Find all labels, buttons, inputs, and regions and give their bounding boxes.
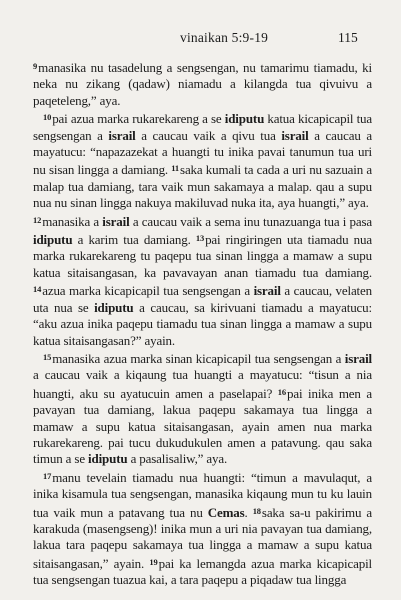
scripture-text <box>33 58 372 589</box>
verse-text: manasika a <box>42 213 103 229</box>
verse-text: azua marka kicapicapil tua sengsengan a <box>42 283 254 299</box>
emphasized-name: idiputu <box>88 451 128 467</box>
paragraph <box>33 349 372 468</box>
paragraph <box>33 109 372 211</box>
verse-number: 13 <box>195 233 205 244</box>
verse-number: 9 <box>33 61 38 71</box>
emphasized-name: idiputu <box>33 232 73 248</box>
verse-text: a caucau, velaten uta nua se <box>33 283 372 315</box>
running-head: vinaikan 5:9-19 <box>180 30 269 45</box>
emphasized-name: idiputu <box>224 111 265 127</box>
verse-text: a caucau a mayatucu: “napazazekat a huangti tu inika pavai tanumun tua uri nu sisan lingga a damiang. <box>33 127 372 178</box>
emphasized-name: idiputu <box>94 299 134 315</box>
verse-text: pai inika men a pavayan tua damiang, lakua paqepu sakamaya tua lingga a mamaw a supu katua sitaisangasan, ayain amen nua marka rukarekareng. pai tucu dukudukulen amen a patavung. qau saka timun a se <box>33 385 372 467</box>
paragraph <box>33 212 372 349</box>
emphasized-name: israil <box>102 213 130 229</box>
paragraph <box>33 468 372 589</box>
verse-number: 16 <box>277 386 286 397</box>
verse-text: pai ringiringen uta tiamadu nua marka rukarekareng tu paqepu tua sinan lingga a mamaw a supu katua sitaisangasan, ka pavavayan anan tiamadu tua damiang. <box>33 232 372 280</box>
emphasized-name: Cemas <box>207 504 245 520</box>
paragraph <box>33 58 372 109</box>
verse-text: a caucau, sa kirivuani tiamadu a mayatucu: “aku azua inika paqepu tiamadu tua sinan lingga a mamaw a supu katua sitaisangasan?” ayain. <box>33 299 372 348</box>
verse-number: 11 <box>171 163 180 174</box>
verse-text: pai azua marka rukarekareng a se <box>52 111 225 127</box>
verse-text: a caucau vaik a qivu tua <box>135 127 282 143</box>
verse-text: a caucau vaik a sema inu tunazuanga tua i pasa <box>129 213 372 229</box>
verse-number: 14 <box>33 284 42 295</box>
emphasized-name: israil <box>344 350 372 366</box>
page-header <box>0 30 401 50</box>
verse-text: manu tevelain tiamadu nua huangti: “timun a mavulaqut, a inika kisamula tua sengsengan, manasika kiqaung mun tu ku lauin tua vaik mun a patavang tua nu <box>33 469 372 520</box>
verse-text: manasika nu tasadelung a sengsengan, nu tamarimu tiamadu, ki neka nu zikang (qadaw) niamadu a kilangda tua qivuivu a paqeteleng,” aya. <box>33 60 372 108</box>
verse-text: a karim tua damiang. <box>72 232 196 248</box>
verse-number: 15 <box>43 351 52 362</box>
verse-text: . <box>244 504 253 520</box>
verse-number: 12 <box>33 214 42 225</box>
verse-text: a pasalisaliw,” aya. <box>127 451 228 467</box>
verse-text: saka kumali ta cada a uri nu sazuain a malap tua damiang, tara vaik mun sakamaya a malap. qau a supu nua nu sinan lingga nakuya makiluvad nuka ita, aya huangti,” aya. <box>33 162 372 211</box>
verse-text: a caucau vaik a kiqaung tua huangti a mayatucu: “tisun a nia huangti, aku su ayatucuin amen a paselapai? <box>33 367 372 401</box>
emphasized-name: israil <box>108 127 136 143</box>
emphasized-name: israil <box>253 283 281 299</box>
verse-number: 10 <box>43 112 52 123</box>
verse-text: katua kicapicapil tua sengsengan a <box>33 111 373 143</box>
verse-number: 17 <box>43 470 52 481</box>
verse-number: 19 <box>149 556 158 567</box>
emphasized-name: israil <box>281 127 309 143</box>
page-number: 115 <box>338 30 358 45</box>
verse-text: saka sa-u pakirimu a karakuda (masengseng)! inika mun a uri nia pavayan tua damiang, lakua tara paqepu sakamaya tua lingga a mamaw a supu katua sitaisangasan,” ayain. <box>33 504 372 571</box>
verse-text: pai ka lemangda azua marka kicapicapil tua sengsengan tuazua kai, a tara paqepu a piqadaw tua lingga <box>33 555 372 588</box>
verse-number: 18 <box>252 505 261 516</box>
verse-text: manasika azua marka sinan kicapicapil tua sengsengan a <box>52 350 345 366</box>
